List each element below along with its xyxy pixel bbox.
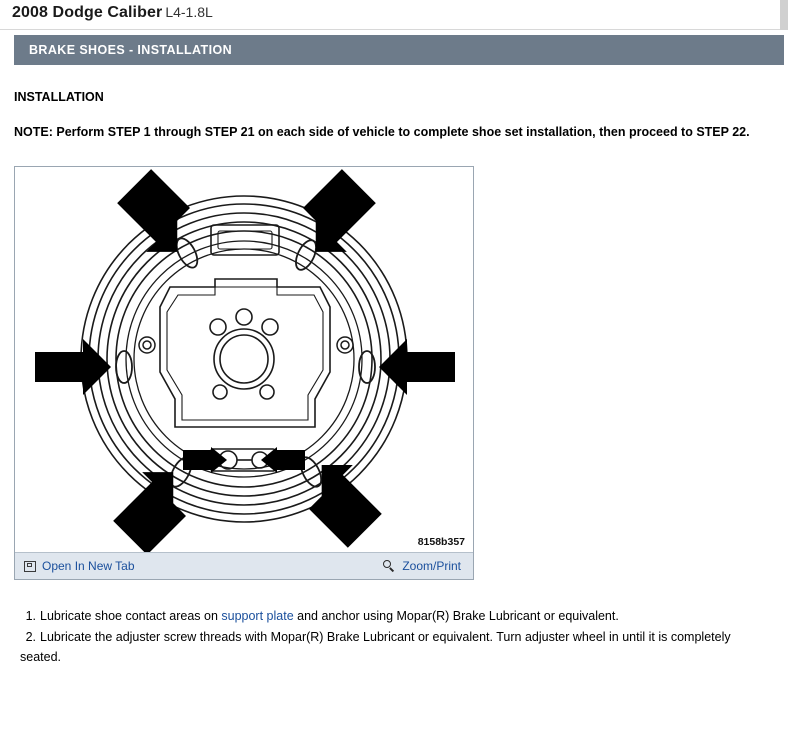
document-content: [0, 90, 788, 667]
open-in-new-tab-label: Open In New Tab: [42, 559, 135, 574]
vehicle-header: [0, 0, 788, 30]
scrollbar[interactable]: [780, 0, 788, 30]
installation-heading: INSTALLATION: [14, 90, 104, 104]
section-title: BRAKE SHOES - INSTALLATION: [29, 43, 232, 57]
section-header-bar: [14, 35, 784, 65]
step-number: 2.: [25, 629, 36, 644]
list-item: [20, 606, 774, 626]
open-in-new-tab-button[interactable]: [24, 559, 135, 573]
new-tab-icon: [24, 561, 36, 572]
list-item: [20, 627, 774, 668]
figure-card: [14, 166, 474, 580]
vehicle-title: 2008 Dodge Caliber: [12, 4, 163, 21]
magnifier-icon: [383, 560, 396, 573]
figure-image[interactable]: [15, 167, 473, 552]
figure-toolbar: [15, 552, 473, 579]
zoom-print-button[interactable]: [383, 559, 461, 573]
step-text-before: Lubricate shoe contact areas on: [40, 609, 222, 624]
support-plate-link[interactable]: support plate: [221, 609, 294, 624]
brake-backing-plate-diagram: [15, 167, 473, 552]
installation-note: NOTE: Perform STEP 1 through STEP 21 on each side of vehicle to complete shoe set installation, then proceed to STEP 22.: [14, 125, 750, 139]
zoom-print-label: Zoom/Print: [402, 559, 461, 574]
step-text-after: and anchor using Mopar(R) Brake Lubricant or equivalent.: [293, 609, 619, 624]
figure-code: 8158b357: [417, 536, 465, 549]
steps-list: [14, 606, 774, 667]
step-number: 1.: [25, 609, 36, 624]
step-text-before: Lubricate the adjuster screw threads with Mopar(R) Brake Lubricant or equivalent. Turn adjuster wheel in until it is completely seated.: [20, 629, 731, 664]
vehicle-engine: L4-1.8L: [165, 4, 213, 20]
